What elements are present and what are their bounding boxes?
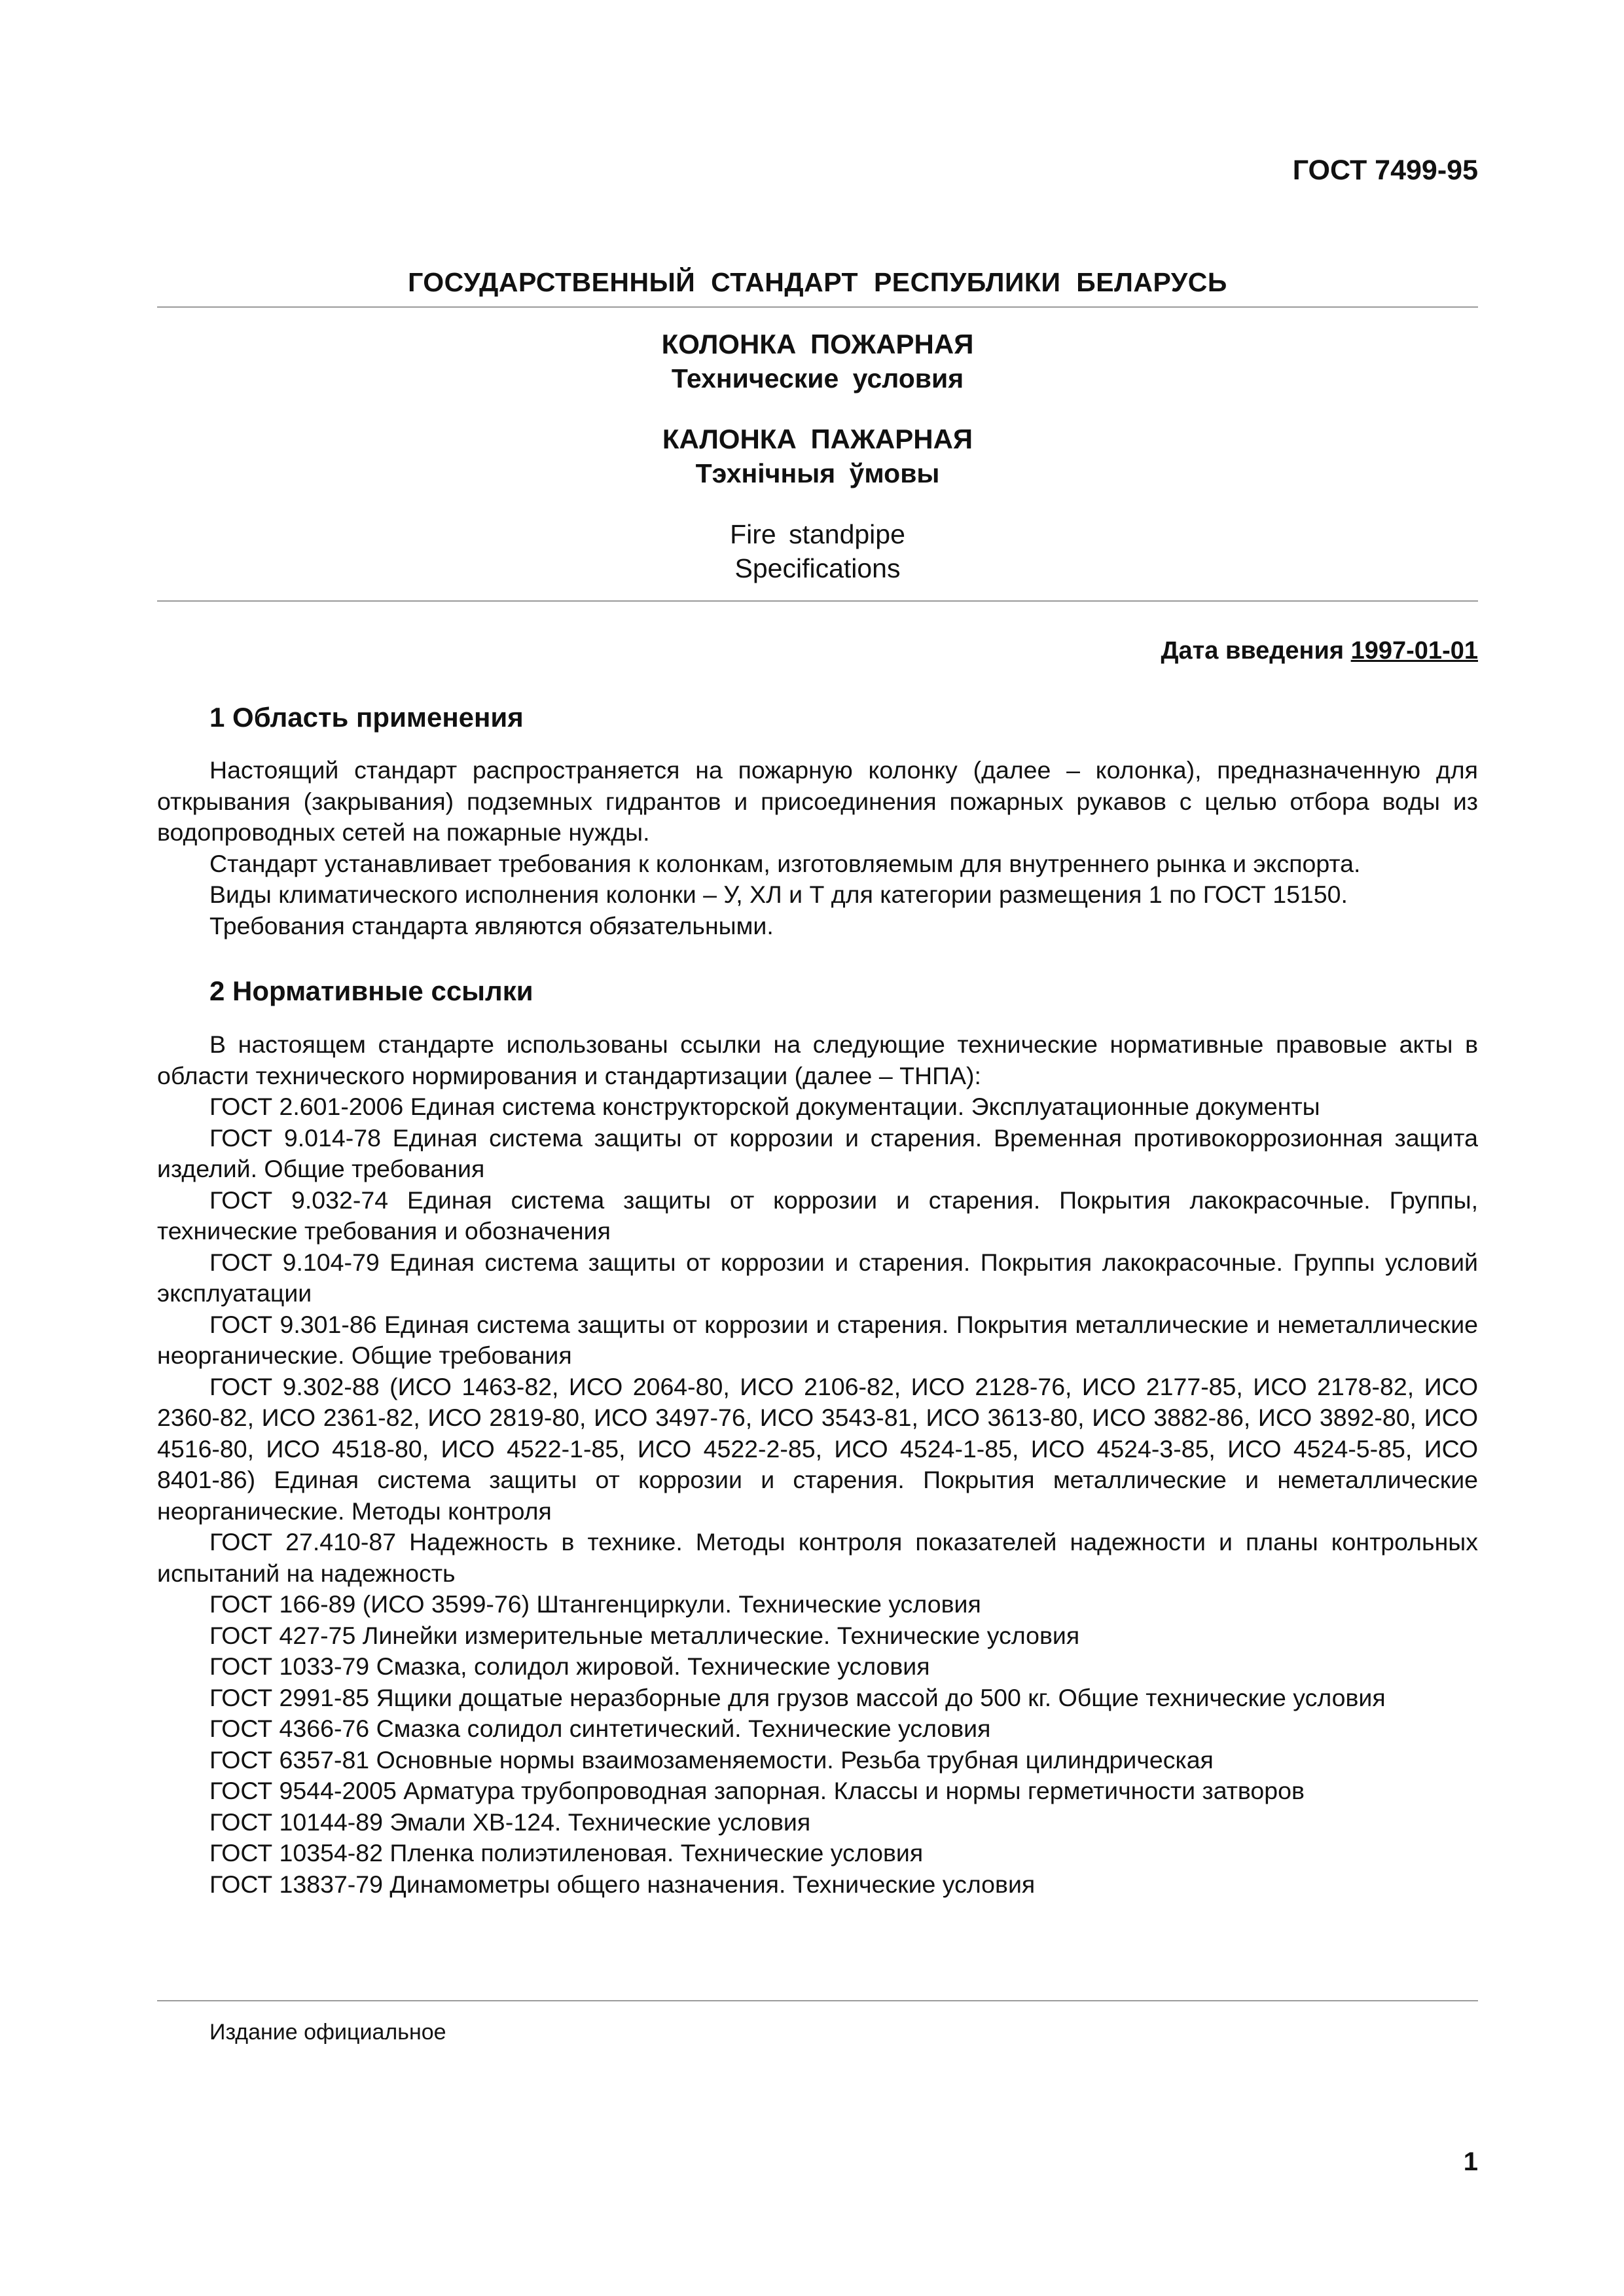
paragraph: Стандарт устанавливает требования к колонкам, изготовляемым для внутреннего рынка и экспорта.	[209, 849, 1361, 877]
reference-item: ГОСТ 2.601-2006 Единая система конструкторской документации. Эксплуатационные документы	[209, 1093, 1320, 1120]
reference-item: ГОСТ 4366-76 Смазка солидол синтетический. Технические условия	[209, 1715, 991, 1742]
introduction-date-value: 1997-01-01	[1350, 637, 1478, 665]
paragraph: Настоящий стандарт распространяется на пожарную колонку (далее – колонка), предназначенную для открывания (закрывания) подземных гидрантов и присоединения пожарных рукавов с целью отбора воды из водопроводных сетей на пожарные нужды.	[157, 756, 1478, 846]
reference-item: ГОСТ 9.032-74 Единая система защиты от коррозии и старения. Покрытия лакокрасочные. Группы, технические требования и обозначения	[157, 1186, 1478, 1245]
title-russian-subtitle: Технические условия	[671, 363, 964, 393]
reference-item: ГОСТ 1033-79 Смазка, солидол жировой. Технические условия	[209, 1652, 930, 1680]
section-2-body	[157, 1029, 1478, 1900]
paragraph: Требования стандарта являются обязательными.	[209, 911, 774, 939]
reference-item: ГОСТ 27.410-87 Надежность в технике. Методы контроля показателей надежности и планы контрольных испытаний на надежность	[157, 1528, 1478, 1587]
introduction-date-label: Дата введения	[1161, 637, 1344, 665]
page-number: 1	[1463, 2147, 1478, 2176]
reference-item: ГОСТ 166-89 (ИСО 3599-76) Штангенциркули. Технические условия	[209, 1590, 981, 1618]
standard-title: ГОСУДАРСТВЕННЫЙ СТАНДАРТ РЕСПУБЛИКИ БЕЛАРУСЬ	[408, 267, 1227, 297]
reference-item: ГОСТ 9.302-88 (ИСО 1463-82, ИСО 2064-80, ИСО 2106-82, ИСО 2128-76, ИСО 2177-85, ИСО 2178-82, ИСО 2360-82, ИСО 2361-82, ИСО 2819-80, ИСО 3497-76, ИСО 3543-81, ИСО 3613-80, ИСО 3882-86, ИСО 3892-80, ИСО 4516-80, ИСО 4518-80, ИСО 4522-1-85, ИСО 4522-2-85, ИСО 4524-1-85, ИСО 4524-3-85, ИСО 4524-5-85, ИСО 8401-86) Единая система защиты от коррозии и старения. Покрытия металлические и неметаллические неорганические. Методы контроля	[157, 1372, 1478, 1525]
reference-item: ГОСТ 13837-79 Динамометры общего назначения. Технические условия	[209, 1870, 1036, 1898]
title-belarusian	[157, 422, 1478, 490]
paragraph: В настоящем стандарте использованы ссылки на следующие технические нормативные правовые акты в области технического нормирования и стандартизации (далее – ТНПА):	[157, 1030, 1478, 1089]
reference-item: ГОСТ 2991-85 Ящики дощатые неразборные для грузов массой до 500 кг. Общие технические условия	[209, 1683, 1386, 1711]
footer-divider	[157, 2000, 1478, 2001]
paragraph: Виды климатического исполнения колонки – У, ХЛ и Т для категории размещения 1 по ГОСТ 15150.	[209, 881, 1348, 908]
title-russian-name: КОЛОНКА ПОЖАРНАЯ	[661, 329, 974, 359]
reference-item: ГОСТ 9.301-86 Единая система защиты от коррозии и старения. Покрытия металлические и неметаллические неорганические. Общие требования	[157, 1310, 1478, 1369]
introduction-date	[1161, 637, 1478, 665]
reference-item: ГОСТ 9.104-79 Единая система защиты от коррозии и старения. Покрытия лакокрасочные. Группы условий эксплуатации	[157, 1248, 1478, 1307]
reference-item: ГОСТ 9544-2005 Арматура трубопроводная запорная. Классы и нормы герметичности затворов	[209, 1777, 1305, 1804]
official-edition-note: Издание официальное	[209, 2020, 446, 2045]
title-divider	[157, 600, 1478, 602]
section-1-heading: 1 Область применения	[209, 702, 524, 733]
reference-item: ГОСТ 10354-82 Пленка полиэтиленовая. Технические условия	[209, 1839, 924, 1867]
header-divider	[157, 306, 1478, 308]
title-english	[157, 517, 1478, 585]
reference-item: ГОСТ 427-75 Линейки измерительные металлические. Технические условия	[209, 1621, 1080, 1649]
title-english-name: Fire standpipe	[730, 519, 905, 549]
title-russian	[157, 327, 1478, 395]
title-english-subtitle: Specifications	[734, 553, 901, 583]
title-belarusian-name: КАЛОНКА ПАЖАРНАЯ	[662, 424, 973, 454]
reference-item: ГОСТ 6357-81 Основные нормы взаимозаменяемости. Резьба трубная цилиндрическая	[209, 1745, 1214, 1774]
document-code: ГОСТ 7499-95	[1292, 155, 1478, 186]
reference-item: ГОСТ 9.014-78 Единая система защиты от коррозии и старения. Временная противокоррозионная защита изделий. Общие требования	[157, 1123, 1478, 1182]
section-2-heading: 2 Нормативные ссылки	[209, 975, 533, 1006]
section-1-body	[157, 755, 1478, 941]
title-belarusian-subtitle: Тэхнічныя ўмовы	[695, 458, 940, 488]
reference-item: ГОСТ 10144-89 Эмали ХВ-124. Технические условия	[209, 1808, 811, 1836]
